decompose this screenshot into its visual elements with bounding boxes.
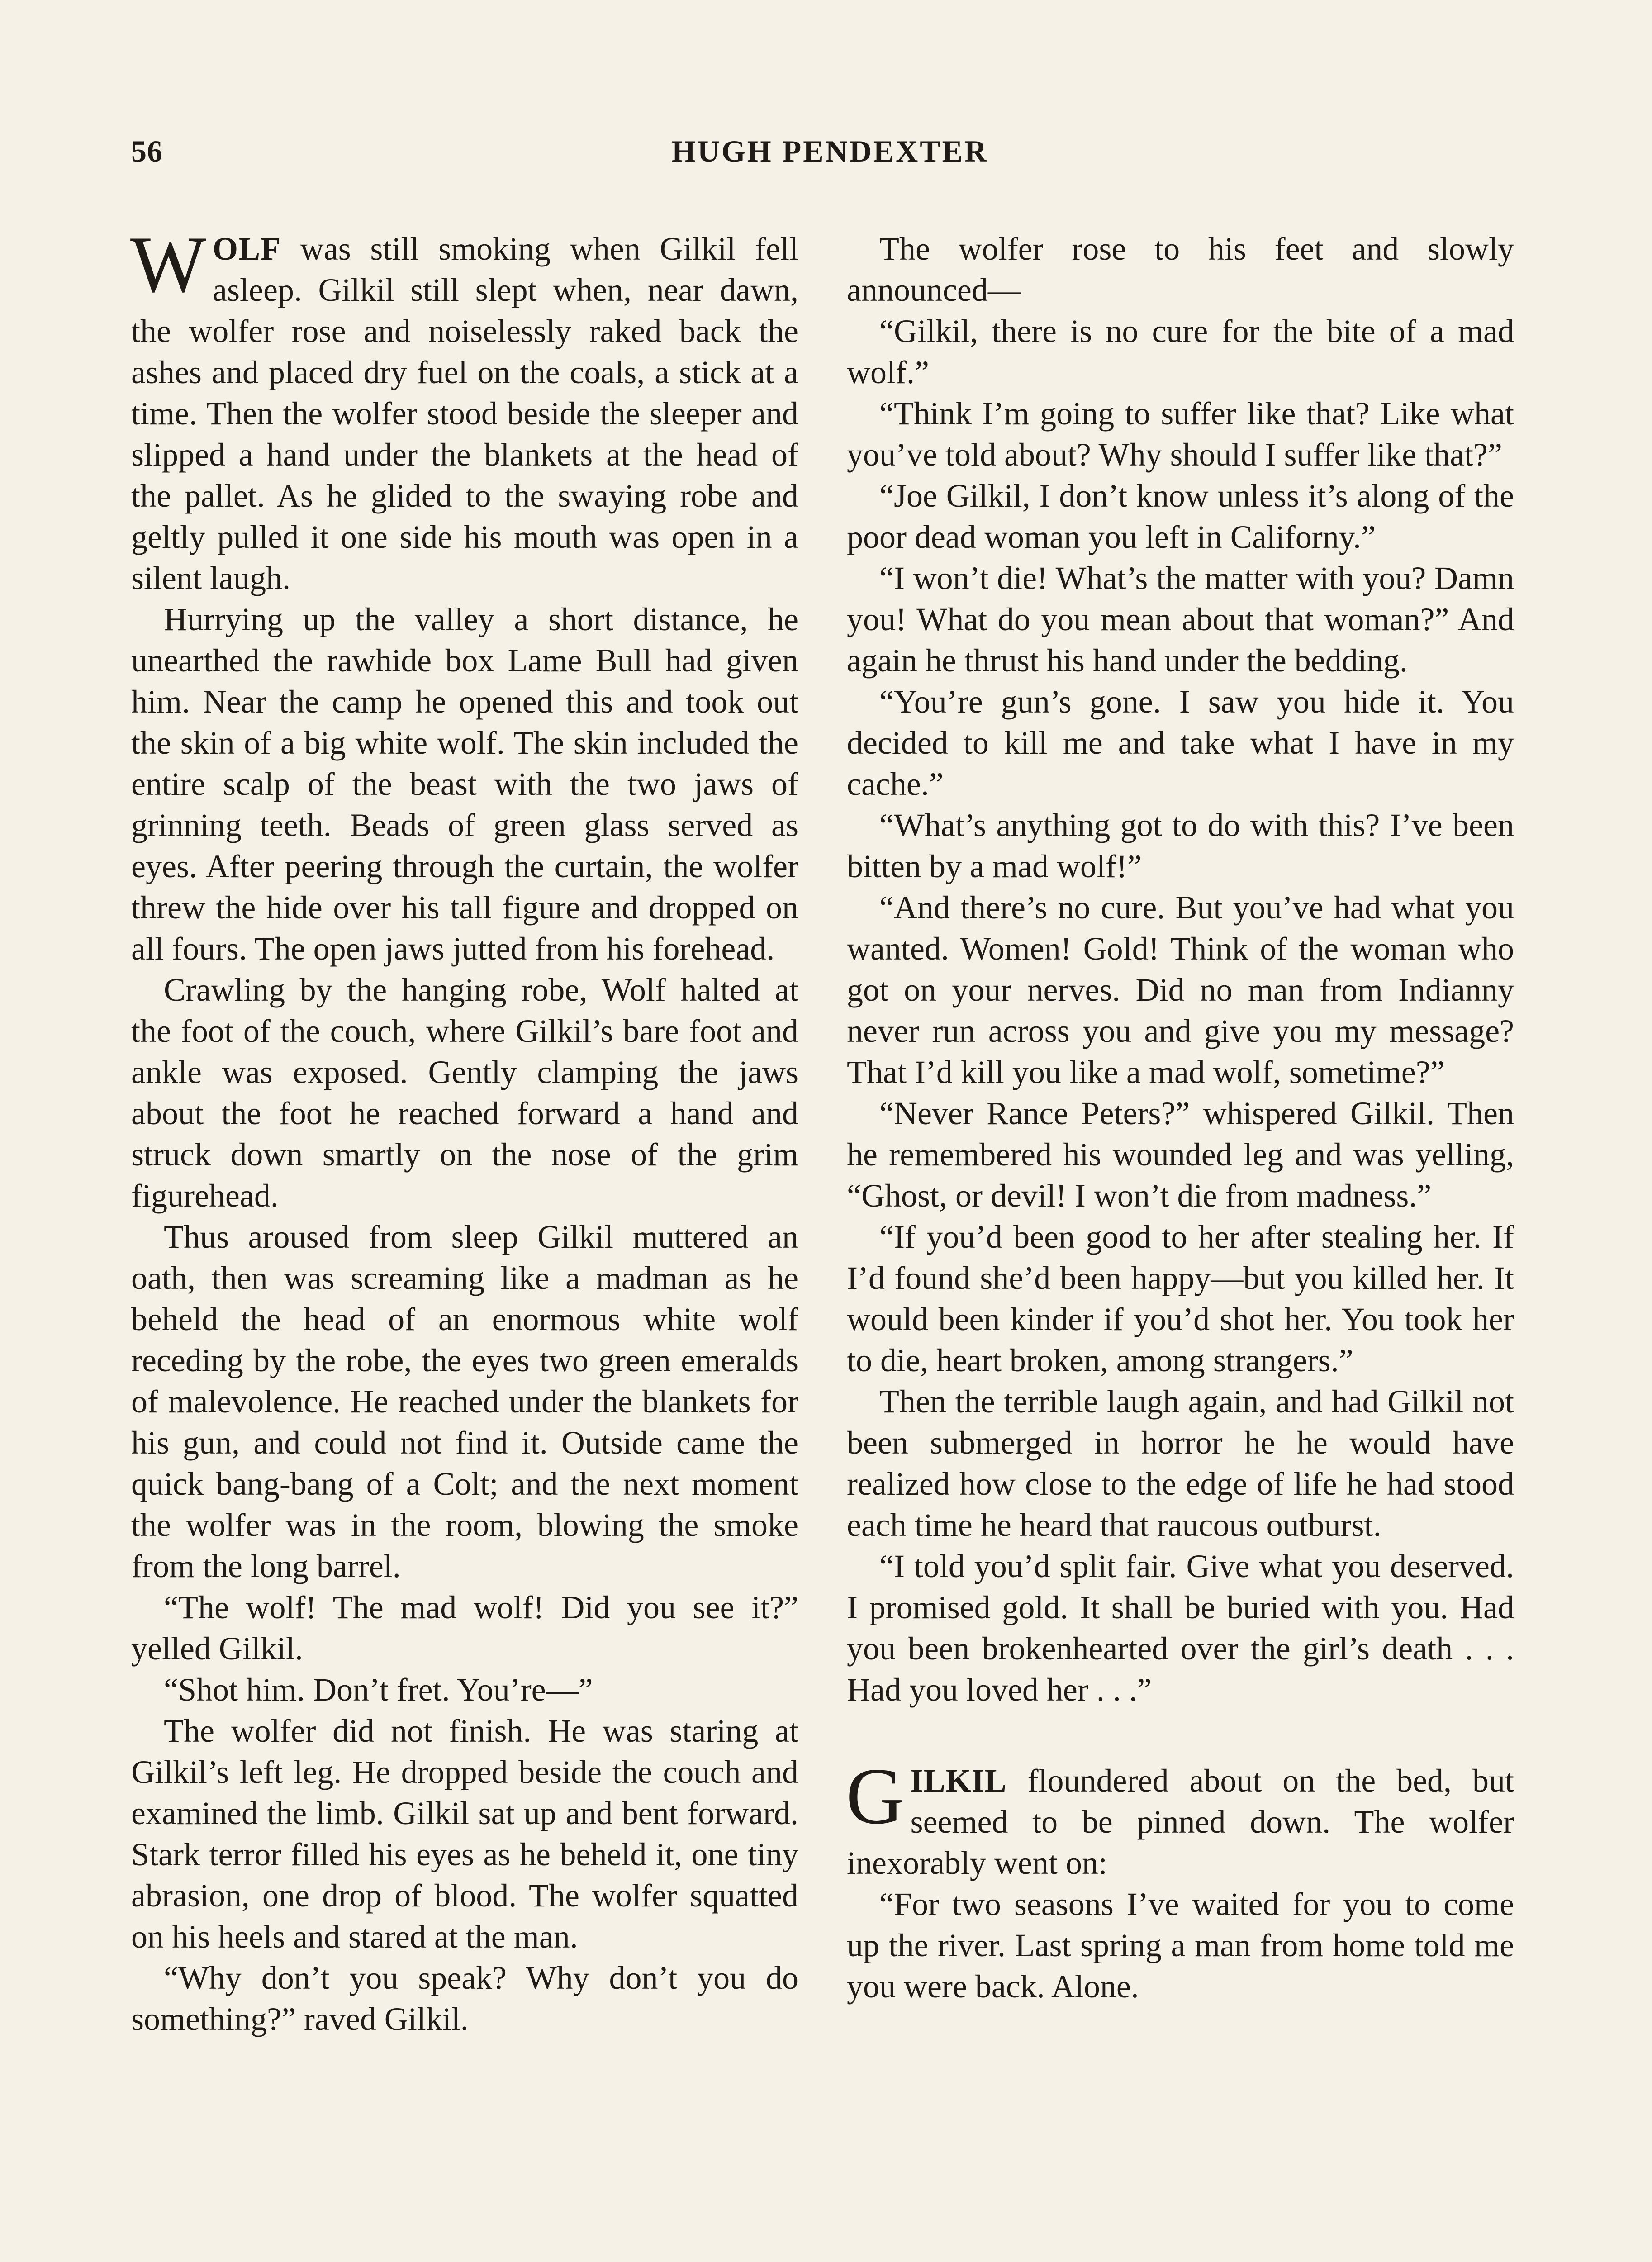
left-column [130, 219, 798, 2040]
page-number: 56 [131, 134, 163, 168]
body-paragraph: Thus aroused from sleep Gilkil muttered an oath, then was screaming like a madman as he beheld the head of an enormous white wolf receding by the robe, the eyes two green emeralds of malevolence. He reached under the blankets for his gun, and could not find it. Outside came the quick bang-bang of a Colt; and the next moment the wolfer was in the room, blowing the smoke from the long barrel. [131, 1219, 798, 1584]
body-paragraph: “What’s anything got to do with this? I’ve been bitten by a mad wolf!” [847, 807, 1514, 884]
body-paragraph: Then the terrible laugh again, and had Gilkil not been submerged in horror he he would have realized how close to the edge of life he had stood each time he heard that raucous outburst. [847, 1383, 1514, 1543]
body-paragraph: “I told you’d split fair. Give what you deserved. I promised gold. It shall be buried with you. Had you been brokenhearted over the girl’s death . . . Had you loved her . . .” [847, 1548, 1514, 1708]
body-paragraph: “Why don’t you speak? Why don’t you do something?” raved Gilkil. [131, 1960, 798, 2037]
body-paragraph: The wolfer rose to his feet and slowly announced— [847, 231, 1514, 308]
body-paragraph: “Shot him. Don’t fret. You’re—” [164, 1672, 593, 1708]
section-opening-paragraph [846, 1751, 1514, 1884]
body-paragraph: “I won’t die! What’s the matter with you? Damn you! What do you mean about that woman?” And again he thrust his hand under the bedding. [847, 560, 1514, 679]
section-caps: ILKIL [910, 1763, 1007, 1799]
body-paragraph: Hurrying up the valley a short distance, he unearthed the rawhide box Lame Bull had given him. Near the camp he opened this and took out the skin of a big white wolf. The skin included the entire scalp of the beast with the two jaws of grinning teeth. Beads of green glass served as eyes. After peering through the curtain, the wolfer threw the hide over his tall figure and dropped on all fours. The open jaws jutted from his forehead. [131, 601, 798, 967]
opening-paragraph [130, 219, 798, 599]
opening-text: was still smoking when Gilkil fell asleep. Gilkil still slept when, near dawn, the wolfer rose and noiselessly raked back the ashes and placed dry fuel on the coals, a stick at a time. Then the wolfer stood beside the sleeper and slipped a hand under the blankets at the head of the pallet. As he glided to the swaying robe and geltly pulled it one side his mouth was open in a silent laugh. [131, 231, 798, 596]
body-paragraph: “For two seasons I’ve waited for you to come up the river. Last spring a man from home told me you were back. Alone. [847, 1886, 1514, 2005]
body-paragraph: “Think I’m going to suffer like that? Like what you’ve told about? Why should I suffer like that?” [847, 395, 1514, 473]
body-paragraph: Crawling by the hanging robe, Wolf halted at the foot of the couch, where Gilkil’s bare foot and ankle was exposed. Gently clamping the jaws about the foot he reached forward a hand and struck down smartly on the nose of the grim figurehead. [131, 972, 798, 1214]
page-header [131, 136, 1529, 185]
body-paragraph: The wolfer did not finish. He was staring at Gilkil’s left leg. He dropped beside the couch and examined the limb. Gilkil sat up and bent forward. Stark terror filled his eyes as he beheld it, one tiny abrasion, one drop of blood. The wolfer squatted on his heels and stared at the man. [131, 1713, 798, 1955]
body-paragraph: “Joe Gilkil, I don’t know unless it’s along of the poor dead woman you left in Californy.” [847, 478, 1514, 555]
running-head: HUGH PENDEXTER [671, 134, 989, 168]
body-paragraph: “Never Rance Peters?” whispered Gilkil. Then he remembered his wounded leg and was yelling, “Ghost, or devil! I won’t die from madness.” [847, 1095, 1514, 1214]
body-paragraph: “You’re gun’s gone. I saw you hide it. You decided to kill me and take what I have in my cache.” [847, 684, 1514, 802]
opening-drop-cap: W [130, 219, 207, 309]
body-paragraph: “Gilkil, there is no cure for the bite of a mad wolf.” [847, 313, 1514, 390]
section-drop-cap: G [846, 1751, 904, 1841]
body-paragraph: “If you’d been good to her after stealing her. If I’d found she’d been happy—but you killed her. It would been kinder if you’d shot her. You took her to die, heart broken, among strangers.” [847, 1219, 1514, 1378]
section-opening-text: floundered about on the bed, but seemed to be pinned down. The wolfer inexorably went on: [847, 1763, 1514, 1881]
right-column [847, 228, 1514, 2007]
opening-caps: OLF [213, 231, 281, 267]
body-paragraph: “The wolf! The mad wolf! Did you see it?” yelled Gilkil. [131, 1589, 798, 1667]
body-paragraph: “And there’s no cure. But you’ve had what you wanted. Women! Gold! Think of the woman who got on your nerves. Did no man from Indianny never run across you and give you my message? That I’d kill you like a mad wolf, sometime?” [847, 889, 1514, 1090]
